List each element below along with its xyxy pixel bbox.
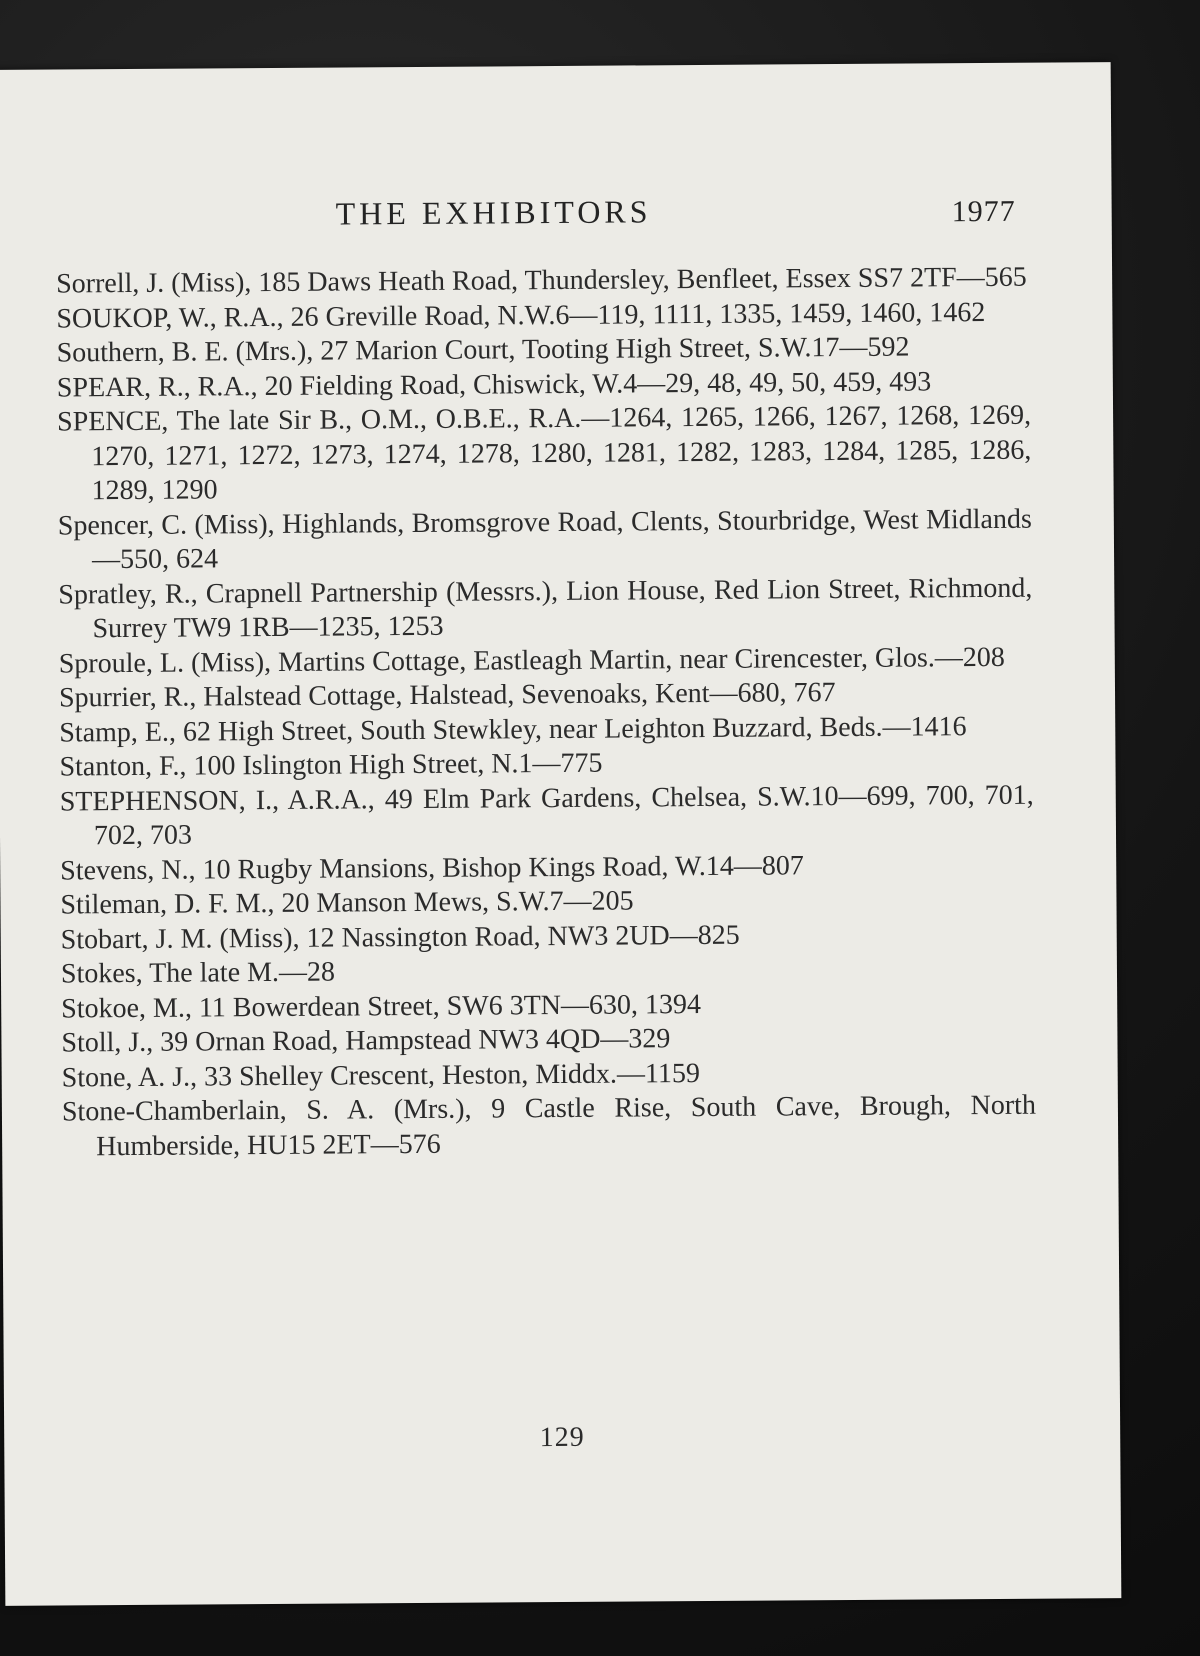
- exhibitor-entry: Stamp, E., 62 High Street, South Stewkley, near Leighton Buzzard, Beds.—1416: [59, 710, 967, 748]
- exhibitor-entry: Sproule, L. (Miss), Martins Cottage, Eastleagh Martin, near Cirencester, Glos.—208: [58, 641, 1005, 679]
- page-number: 129: [539, 1421, 585, 1454]
- exhibitor-entry: SOUKOP, W., R.A., 26 Greville Road, N.W.6—119, 1111, 1335, 1459, 1460, 1462: [56, 296, 986, 334]
- exhibitor-entry: SPEAR, R., R.A., 20 Fielding Road, Chiswick, W.4—29, 48, 49, 50, 459, 493: [56, 365, 932, 403]
- exhibitor-entry: Southern, B. E. (Mrs.), 27 Marion Court, Tooting High Street, S.W.17—592: [56, 331, 910, 369]
- exhibitor-entry: Stevens, N., 10 Rugby Mansions, Bishop Kings Road, W.14—807: [60, 849, 804, 886]
- exhibitor-entry: Stone, A. J., 33 Shelley Crescent, Heston, Middx.—1159: [61, 1057, 701, 1093]
- exhibitor-entry: STEPHENSON, I., A.R.A., 49 Elm Park Gardens, Chelsea, S.W.10—699, 700, 701, 702, 703: [59, 779, 1034, 852]
- exhibitor-entry: Stokoe, M., 11 Bowerdean Street, SW6 3TN—630, 1394: [61, 988, 702, 1024]
- exhibitor-list: [56, 261, 1036, 1165]
- exhibitor-entry: Spencer, C. (Miss), Highlands, Bromsgrove Road, Clents, Stourbridge, West Midlands—550, 624: [57, 503, 1032, 576]
- exhibitor-entry: Stone-Chamberlain, S. A. (Mrs.), 9 Castle Rise, South Cave, Brough, North Humberside, HU15 2ET—576: [61, 1089, 1037, 1162]
- running-title: THE EXHIBITORS: [335, 193, 652, 232]
- exhibitor-entry: Stoll, J., 39 Ornan Road, Hampstead NW3 4QD—329: [61, 1023, 671, 1059]
- exhibitor-entry: Stobart, J. M. (Miss), 12 Nassington Road, NW3 2UD—825: [60, 919, 740, 955]
- exhibitor-entry: Stileman, D. F. M., 20 Manson Mews, S.W.7—205: [60, 885, 634, 921]
- exhibitor-entry: Stokes, The late M.—28: [60, 956, 336, 990]
- exhibitor-entry: Stanton, F., 100 Islington High Street, N.1—775: [59, 747, 603, 783]
- running-year: 1977: [951, 194, 1016, 229]
- exhibitor-entry: Spurrier, R., Halstead Cottage, Halstead, Sevenoaks, Kent—680, 767: [58, 677, 836, 714]
- exhibitor-entry: Spratley, R., Crapnell Partnership (Messrs.), Lion House, Red Lion Street, Richmond, Surrey TW9 1RB—1235, 1253: [58, 572, 1033, 645]
- book-page: [0, 62, 1121, 1606]
- exhibitor-entry: Sorrell, J. (Miss), 185 Daws Heath Road, Thundersley, Benfleet, Essex SS7 2TF—565: [56, 261, 1027, 300]
- exhibitor-entry: SPENCE, The late Sir B., O.M., O.B.E., R.A.—1264, 1265, 1266, 1267, 1268, 1269, 1270, 1271, 1272, 1273, 1274, 1278, 1280, 1281, 1282, 1283, 1284, 1285, 1286, 1289, 1290: [57, 399, 1032, 507]
- running-head: [0, 190, 1112, 238]
